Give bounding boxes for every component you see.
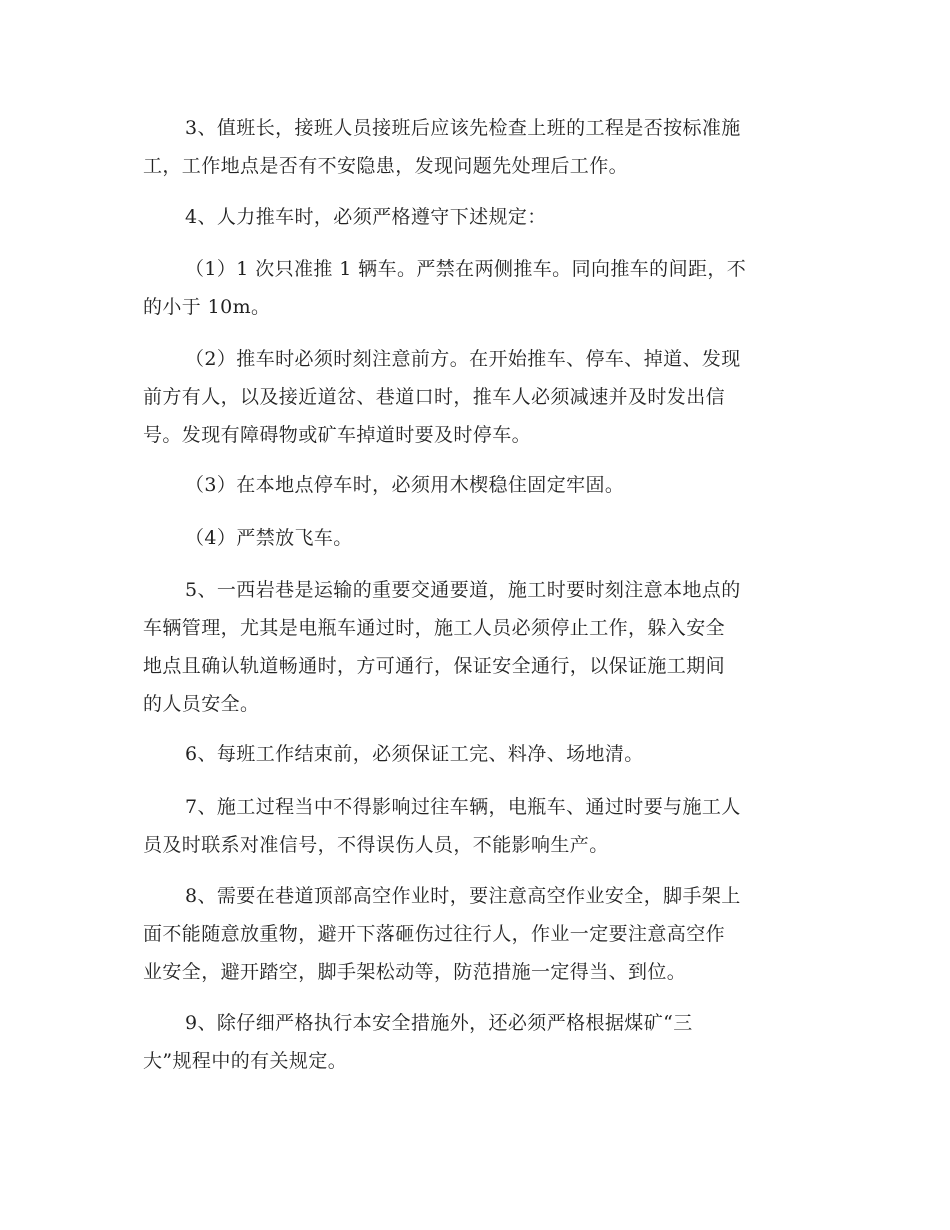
paragraph-line: （4）严禁放飞车。 xyxy=(185,527,353,549)
paragraph-line: 的人员安全。 xyxy=(143,693,260,715)
paragraph-line: 地点且确认轨道畅通时，方可通行，保证安全通行，以保证施工期间 xyxy=(143,655,726,677)
paragraph-line: 7、施工过程当中不得影响过往车辆，电瓶车、通过时要与施工人 xyxy=(185,796,741,818)
paragraph-rule-4-4 xyxy=(143,519,808,557)
paragraph-line: 前方有人，以及接近道岔、巷道口时，推车人必须减速并及时发出信 xyxy=(143,386,726,408)
paragraph-rule-9 xyxy=(143,1004,808,1080)
paragraph-rule-3 xyxy=(143,109,808,185)
paragraph-line: 号。发现有障碍物或矿车掉道时要及时停车。 xyxy=(143,424,532,446)
paragraph-line: （1）1 次只准推 1 辆车。严禁在两侧推车。同向推车的间距，不 xyxy=(185,258,747,280)
paragraph-rule-4-1 xyxy=(143,250,808,326)
paragraph-line: 工，工作地点是否有不安隐患，发现问题先处理后工作。 xyxy=(143,155,629,177)
paragraph-line: 9、除仔细严格执行本安全措施外，还必须严格根据煤矿“三 xyxy=(185,1012,693,1034)
paragraph-line: 面不能随意放重物，避开下落砸伤过往行人，作业一定要注意高空作 xyxy=(143,923,726,945)
paragraph-line: 车辆管理，尤其是电瓶车通过时，施工人员必须停止工作，躲入安全 xyxy=(143,617,726,639)
paragraph-line: （2）推车时必须时刻注意前方。在开始推车、停车、掉道、发现 xyxy=(185,348,741,370)
paragraph-rule-4-3 xyxy=(143,466,808,504)
paragraph-rule-4 xyxy=(143,198,808,236)
paragraph-line: 4、人力推车时，必须严格遵守下述规定： xyxy=(185,206,547,228)
paragraph-rule-5 xyxy=(143,571,808,723)
paragraph-line: 大”规程中的有关规定。 xyxy=(143,1050,348,1072)
paragraph-line: 8、需要在巷道顶部高空作业时，要注意高空作业安全，脚手架上 xyxy=(185,885,741,907)
paragraph-line: 6、每班工作结束前，必须保证工完、料净、场地清。 xyxy=(185,743,644,765)
paragraph-line: 5、一西岩巷是运输的重要交通要道，施工时要时刻注意本地点的 xyxy=(185,579,741,601)
paragraph-rule-7 xyxy=(143,788,808,864)
paragraph-rule-6 xyxy=(143,735,808,773)
paragraph-line: 员及时联系对准信号，不得误伤人员，不能影响生产。 xyxy=(143,834,609,856)
paragraph-rule-8 xyxy=(143,877,808,991)
paragraph-line: 的小于 10m。 xyxy=(143,296,271,318)
paragraph-line: （3）在本地点停车时，必须用木楔稳住固定牢固。 xyxy=(185,474,625,496)
paragraph-rule-4-2 xyxy=(143,340,808,454)
paragraph-line: 业安全，避开踏空，脚手架松动等，防范措施一定得当、到位。 xyxy=(143,961,687,983)
paragraph-line: 3、值班长，接班人员接班后应该先检查上班的工程是否按标准施 xyxy=(185,117,741,139)
